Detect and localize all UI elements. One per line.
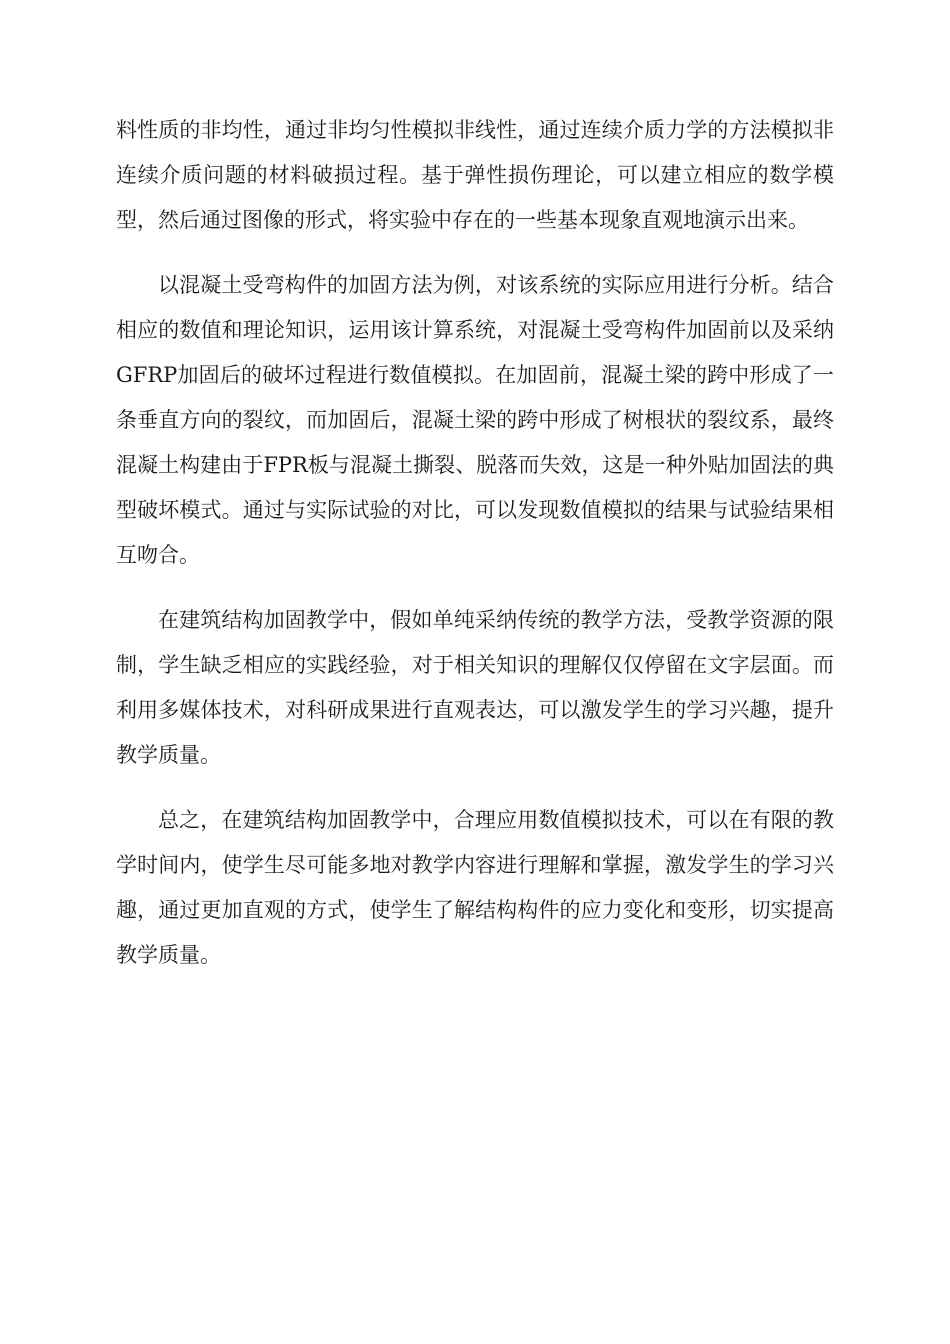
paragraph-continuation: 料性质的非均性，通过非均匀性模拟非线性，通过连续介质力学的方法模拟非连续介质问题的材料破损过程。基于弹性损伤理论，可以建立相应的数学模型，然后通过图像的形式，将实验中存在的一些基本现象直观地演示出来。 (116, 118, 834, 232)
paragraph-application-example: 以混凝土受弯构件的加固方法为例，对该系统的实际应用进行分析。结合相应的数值和理论知识，运用该计算系统，对混凝土受弯构件加固前以及采纳GFRP加固后的破坏过程进行数值模拟。在加固前，混凝土梁的跨中形成了一条垂直方向的裂纹，而加固后，混凝土梁的跨中形成了树根状的裂纹系，最终混凝土构建由于FPR板与混凝土撕裂、脱落而失效，这是一种外贴加固法的典型破坏模式。通过与实际试验的对比，可以发现数值模拟的结果与试验结果相互吻合。 (116, 273, 834, 567)
document-body (116, 108, 834, 978)
paragraph-teaching-method: 在建筑结构加固教学中，假如单纯采纳传统的教学方法，受教学资源的限制，学生缺乏相应的实践经验，对于相关知识的理解仅仅停留在文字层面。而利用多媒体技术，对科研成果进行直观表达，可以激发学生的学习兴趣，提升教学质量。 (116, 608, 834, 767)
paragraph-conclusion: 总之，在建筑结构加固教学中，合理应用数值模拟技术，可以在有限的教学时间内，使学生尽可能多地对教学内容进行理解和掌握，激发学生的学习兴趣，通过更加直观的方式，使学生了解结构构件的应力变化和变形，切实提高教学质量。 (116, 808, 834, 967)
